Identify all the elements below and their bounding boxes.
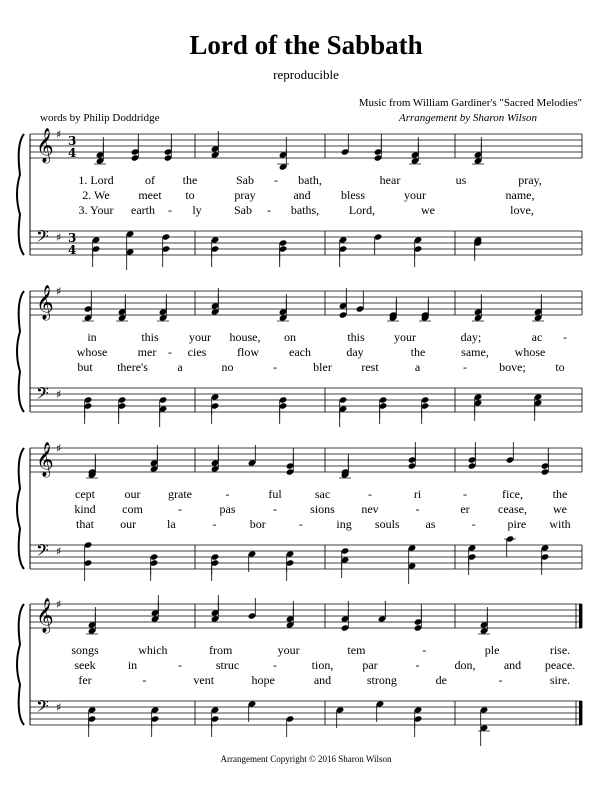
lyric-syllable: your [277, 643, 300, 657]
system-brace [17, 604, 24, 725]
time-signature-upper: 3 [68, 231, 77, 245]
lyric-syllable: ing [336, 517, 352, 531]
lyric-syllable: de [435, 673, 447, 687]
lyric-syllable: tem [347, 643, 366, 657]
lyric-syllable: ri [413, 487, 422, 501]
treble-clef: 𝄞 [36, 598, 54, 633]
lyric-syllable: pire [507, 517, 527, 531]
time-signature-lower: 4 [68, 243, 77, 257]
lyric-syllable: bove; [499, 360, 526, 374]
lyric-syllable: sire. [549, 673, 571, 687]
lyric-syllable: - [463, 360, 467, 374]
sharp-key-signature: ♯ [56, 598, 62, 611]
bass-clef: 𝄢 [36, 696, 49, 720]
lyric-syllable: nev [361, 502, 379, 516]
lyric-syllable: - [368, 487, 372, 501]
lyric-syllable: - [498, 673, 503, 687]
lyric-syllable: - [471, 517, 476, 531]
lyric-syllable: rise. [549, 643, 571, 657]
lyric-syllable: - [142, 673, 147, 687]
sharp-key-signature: ♯ [56, 128, 62, 141]
music-credit: Music from William Gardiner's "Sacred Melodies" [358, 97, 582, 109]
lyric-syllable: earth [131, 203, 155, 217]
lyric-syllable: to [555, 360, 565, 374]
words-credit: words by Philip Doddridge [40, 112, 160, 124]
lyric-syllable: rest [361, 360, 379, 374]
sharp-key-signature: ♯ [56, 701, 62, 714]
lyric-syllable: bath, [298, 173, 322, 187]
lyric-syllable: and [313, 673, 332, 687]
system-brace [17, 134, 24, 255]
lyric-syllable: Lord, [348, 203, 376, 217]
lyric-syllable: there's [117, 360, 148, 374]
time-signature-upper: 3 [68, 134, 77, 148]
sharp-key-signature: ♯ [56, 388, 62, 401]
lyric-syllable: flow [237, 345, 259, 359]
treble-clef: 𝄞 [36, 442, 54, 477]
lyric-syllable: ly [192, 203, 202, 217]
lyric-syllable: this [141, 330, 159, 344]
bass-clef: 𝄢 [36, 383, 49, 407]
system-brace [17, 291, 24, 412]
final-barline [579, 701, 582, 725]
time-signature-lower: 4 [68, 146, 77, 160]
lyric-syllable: pray, [518, 173, 542, 187]
lyric-syllable: bor [249, 517, 266, 531]
lyric-syllable: and [503, 658, 522, 672]
lyric-syllable: cept [75, 487, 95, 501]
lyric-syllable: peace. [544, 658, 576, 672]
lyric-syllable: er [460, 502, 470, 516]
hymn-title: Lord of the Sabbath [189, 30, 423, 60]
lyric-syllable: 2. We [82, 188, 110, 202]
lyric-syllable: - [563, 330, 567, 344]
lyric-syllable: - [225, 487, 230, 501]
lyric-syllable: - [273, 502, 277, 516]
treble-clef: 𝄞 [36, 128, 54, 163]
lyric-syllable: your [189, 330, 211, 344]
lyric-syllable: your [404, 188, 426, 202]
lyric-syllable: Sab [234, 203, 252, 217]
lyric-syllable: - [178, 658, 182, 672]
lyric-syllable: as [425, 517, 436, 531]
lyric-syllable: sions [310, 502, 335, 516]
lyric-syllable: our [124, 487, 141, 501]
sharp-key-signature: ♯ [56, 442, 62, 455]
lyric-syllable: on [284, 330, 296, 344]
copyright-footer: Arrangement Copyright © 2016 Sharon Wilson [220, 754, 392, 764]
system-brace [17, 448, 24, 569]
lyric-syllable: - [168, 203, 172, 217]
lyric-syllable: we [553, 502, 567, 516]
lyric-syllable: - [415, 658, 420, 672]
lyric-syllable: 1. Lord [78, 173, 114, 187]
sharp-key-signature: ♯ [56, 545, 62, 558]
lyric-syllable: - [212, 517, 217, 531]
lyric-syllable: souls [374, 517, 400, 531]
lyric-syllable: to [185, 188, 195, 202]
lyric-syllable: but [77, 360, 93, 374]
lyric-syllable: com [122, 502, 143, 516]
lyric-syllable: songs [71, 643, 99, 657]
lyric-syllable: which [138, 643, 168, 657]
lyric-syllable: - [178, 502, 182, 516]
lyric-syllable: bler [313, 360, 332, 374]
lyric-syllable: cies [187, 345, 207, 359]
lyric-syllable: a [414, 360, 421, 374]
arrangement-credit: Arrangement by Sharon Wilson [399, 112, 537, 124]
lyric-syllable: - [267, 203, 271, 217]
lyric-syllable: grate [168, 487, 192, 501]
lyric-syllable: the [182, 173, 198, 187]
lyric-syllable: our [120, 517, 137, 531]
lyric-syllable: name, [505, 188, 535, 202]
lyric-syllable: each [289, 345, 311, 359]
lyric-syllable: fer [78, 673, 92, 687]
lyric-syllable: pas [219, 502, 236, 516]
lyric-syllable: and [293, 188, 311, 202]
lyric-syllable: hope [251, 673, 275, 687]
lyric-syllable: in [87, 330, 97, 344]
lyric-syllable: the [410, 345, 426, 359]
lyric-syllable: a [177, 360, 183, 374]
lyric-syllable: day; [460, 330, 482, 344]
lyric-syllable: with [549, 517, 571, 531]
sharp-key-signature: ♯ [56, 285, 62, 298]
lyric-syllable: ac [531, 330, 543, 344]
lyric-syllable: the [552, 487, 568, 501]
lyric-syllable: - [463, 487, 467, 501]
lyric-syllable: ple [484, 643, 500, 657]
lyric-syllable: Sab [236, 173, 254, 187]
lyric-syllable: - [274, 173, 278, 187]
lyric-syllable: your [394, 330, 416, 344]
lyric-syllable: - [273, 360, 277, 374]
lyric-syllable: bless [341, 188, 365, 202]
treble-clef: 𝄞 [36, 285, 54, 320]
lyric-syllable: cease, [498, 502, 527, 516]
lyric-syllable: that [76, 517, 94, 531]
final-barline [579, 604, 582, 628]
lyric-syllable: hear [379, 173, 401, 187]
lyric-syllable: par [362, 658, 378, 672]
lyric-syllable: - [422, 643, 427, 657]
lyric-syllable: in [127, 658, 138, 672]
subtitle: reproducible [273, 67, 339, 82]
lyric-syllable: ful [268, 487, 282, 501]
lyric-syllable: from [209, 643, 233, 657]
lyric-syllable: - [415, 502, 420, 516]
lyric-syllable: la [167, 517, 176, 531]
sharp-key-signature: ♯ [56, 231, 62, 244]
lyric-syllable: we [421, 203, 435, 217]
lyric-syllable: struc [215, 658, 240, 672]
lyric-syllable: whose [76, 345, 108, 359]
lyric-syllable: vent [193, 673, 215, 687]
lyric-syllable: whose [514, 345, 546, 359]
lyric-syllable: pray [234, 188, 256, 202]
lyric-syllable: 3. Your [78, 203, 114, 217]
lyric-syllable: kind [74, 502, 96, 516]
lyric-syllable: house, [229, 330, 261, 344]
lyric-syllable: mer [137, 345, 157, 359]
lyric-syllable: us [455, 173, 467, 187]
lyric-syllable: don, [454, 658, 476, 672]
lyric-syllable: sac [314, 487, 331, 501]
lyric-syllable: - [168, 345, 172, 359]
bass-clef: 𝄢 [36, 540, 49, 564]
lyric-syllable: no [221, 360, 234, 374]
lyric-syllable: - [273, 658, 277, 672]
lyric-syllable: tion, [311, 658, 334, 672]
lyric-syllable: love, [510, 203, 534, 217]
lyric-syllable: baths, [290, 203, 320, 217]
lyric-syllable: day [346, 345, 364, 359]
lyric-syllable: this [347, 330, 365, 344]
lyric-syllable: meet [138, 188, 162, 202]
lyric-syllable: - [298, 517, 303, 531]
lyric-syllable: strong [366, 673, 397, 687]
bass-clef: 𝄢 [36, 226, 49, 250]
lyric-syllable: same, [461, 345, 489, 359]
lyric-syllable: of [145, 173, 155, 187]
lyric-syllable: seek [74, 658, 96, 672]
lyric-syllable: fice, [502, 487, 523, 501]
